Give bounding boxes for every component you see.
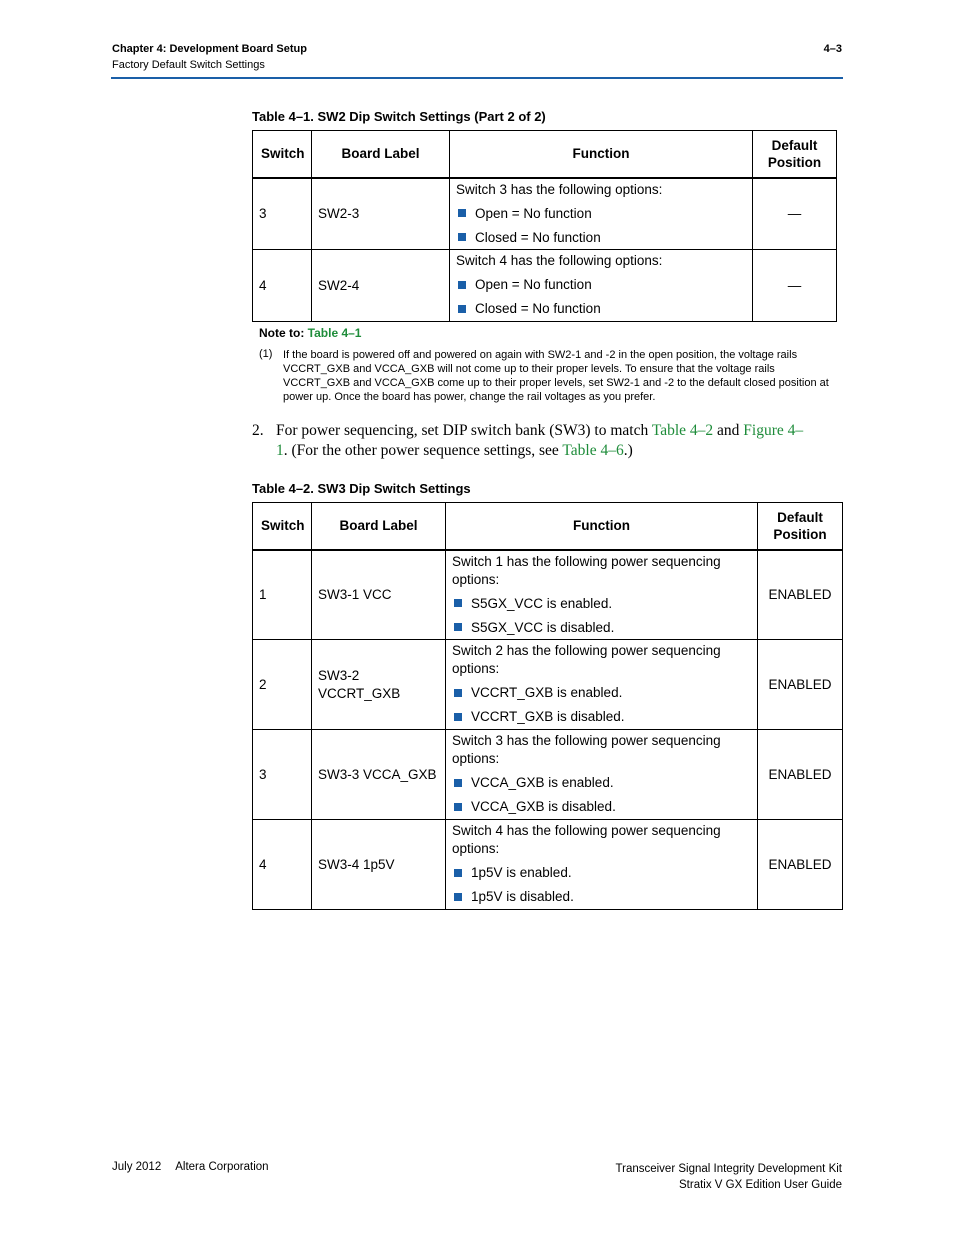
- board-label-cell: SW3-3 VCCA_GXB: [312, 730, 446, 820]
- footer-date: July 2012: [112, 1161, 162, 1173]
- footer-doc-title: Transceiver Signal Integrity Development Kit: [615, 1163, 842, 1175]
- function-cell: [450, 250, 753, 322]
- chapter-title: Chapter 4: Development Board Setup: [112, 43, 307, 55]
- table-header-row: [253, 131, 837, 178]
- list-item: [456, 300, 746, 318]
- table-header-row: [253, 503, 843, 550]
- table-row: [253, 730, 843, 820]
- option-list: [452, 864, 751, 906]
- section-title: Factory Default Switch Settings: [112, 59, 265, 71]
- footer-left: [112, 1161, 283, 1173]
- function-cell: [446, 640, 758, 730]
- square-bullet-icon: [454, 689, 462, 697]
- option-text: 1p5V is disabled.: [471, 889, 574, 904]
- switch-cell: 2: [253, 640, 312, 730]
- table2-sw3-settings: [252, 502, 843, 910]
- square-bullet-icon: [458, 209, 466, 217]
- default-position-cell: ENABLED: [758, 820, 843, 910]
- option-text: S5GX_VCC is enabled.: [471, 595, 613, 611]
- board-label-cell: SW3-2 VCCRT_GXB: [312, 640, 446, 730]
- table-row: [253, 640, 843, 730]
- square-bullet-icon: [454, 869, 462, 877]
- page-number: 4–3: [823, 43, 842, 55]
- function-intro: Switch 1 has the following power sequencing options:: [452, 553, 721, 587]
- function-cell: [446, 820, 758, 910]
- function-cell: [446, 550, 758, 640]
- switch-cell: 4: [253, 820, 312, 910]
- option-text: VCCA_GXB is enabled.: [471, 775, 614, 790]
- switch-cell: 3: [253, 178, 312, 250]
- table1-sw2-settings: [252, 130, 837, 322]
- function-intro: Switch 3 has the following power sequencing options:: [452, 733, 721, 766]
- list-item: [452, 774, 751, 792]
- step-text: and: [713, 422, 744, 439]
- default-position-cell: —: [753, 178, 837, 250]
- function-intro: Switch 3 has the following options:: [456, 181, 663, 197]
- footer-guide-title: Stratix V GX Edition User Guide: [679, 1179, 842, 1191]
- column-header-function: Function: [450, 131, 753, 178]
- square-bullet-icon: [454, 803, 462, 811]
- switch-cell: 4: [253, 250, 312, 322]
- list-item: [452, 595, 751, 613]
- default-position-cell: ENABLED: [758, 640, 843, 730]
- list-item: [452, 798, 751, 816]
- table-note-title: [259, 326, 361, 340]
- square-bullet-icon: [454, 713, 462, 721]
- board-label-cell: SW3-1 VCC: [312, 550, 446, 640]
- square-bullet-icon: [454, 623, 462, 631]
- option-list: [456, 205, 746, 247]
- table-row: [253, 250, 837, 322]
- option-list: [452, 595, 751, 637]
- note-text: If the board is powered off and powered on again with SW2-1 and -2 in the open position, the voltage rails VCCRT_GXB and VCCA_GXB will not come up to their proper levels. To ensure that the voltage rails VCCRT_GXB and VCCA_GXB come up to their proper levels, set SW2-1 and -2 to the default closed position at power up. Once the board has power, change the rail voltages as you prefer.: [283, 349, 829, 403]
- option-text: Closed = No function: [475, 229, 601, 245]
- square-bullet-icon: [458, 305, 466, 313]
- option-text: VCCRT_GXB is enabled.: [471, 685, 623, 700]
- option-text: VCCRT_GXB is disabled.: [471, 709, 625, 724]
- square-bullet-icon: [458, 281, 466, 289]
- option-text: Open = No function: [475, 277, 592, 292]
- column-header-board-label: Board Label: [312, 503, 446, 550]
- footer-company: Altera Corporation: [175, 1161, 269, 1173]
- option-text: S5GX_VCC is disabled.: [471, 619, 615, 635]
- list-item: [452, 684, 751, 702]
- square-bullet-icon: [454, 893, 462, 901]
- column-header-default-position: Default Position: [753, 131, 837, 178]
- column-header-function: Function: [446, 503, 758, 550]
- step-text: For power sequencing, set DIP switch bank (SW3) to match: [276, 422, 652, 439]
- step-2-paragraph: [252, 421, 812, 461]
- table-row: [253, 178, 837, 250]
- step-body: [276, 421, 812, 461]
- list-item: [452, 619, 751, 637]
- option-list: [456, 276, 746, 318]
- column-header-board-label: Board Label: [312, 131, 450, 178]
- table-4-2-link[interactable]: Table 4–2: [651, 422, 714, 439]
- list-item: [452, 888, 751, 906]
- list-item: [452, 864, 751, 882]
- square-bullet-icon: [454, 599, 462, 607]
- board-label-cell: SW2-3: [312, 178, 450, 250]
- default-position-cell: ENABLED: [758, 730, 843, 820]
- option-text: Closed = No function: [475, 301, 601, 316]
- option-text: VCCA_GXB is disabled.: [471, 799, 616, 814]
- board-label-cell: SW2-4: [312, 250, 450, 322]
- switch-cell: 1: [253, 550, 312, 640]
- option-list: [452, 684, 751, 726]
- step-text: . (For the other power sequence settings, see: [283, 442, 563, 459]
- square-bullet-icon: [458, 233, 466, 241]
- function-intro: Switch 4 has the following options:: [456, 253, 663, 268]
- table-row: [253, 550, 843, 640]
- column-header-default-position: Default Position: [758, 503, 843, 550]
- table-row: [253, 820, 843, 910]
- list-item: [456, 229, 746, 247]
- option-text: Open = No function: [475, 205, 592, 221]
- option-text: 1p5V is enabled.: [471, 865, 572, 880]
- default-position-cell: —: [753, 250, 837, 322]
- function-intro: Switch 4 has the following power sequencing options:: [452, 823, 721, 856]
- note-table-link[interactable]: Table 4–1: [307, 326, 362, 340]
- step-text: .): [623, 442, 633, 459]
- function-intro: Switch 2 has the following power sequencing options:: [452, 643, 721, 676]
- switch-cell: 3: [253, 730, 312, 820]
- column-header-switch: Switch: [253, 131, 312, 178]
- option-list: [452, 774, 751, 816]
- function-cell: [446, 730, 758, 820]
- table1-caption: Table 4–1. SW2 Dip Switch Settings (Part 2 of 2): [252, 109, 546, 124]
- list-item: [456, 205, 746, 223]
- list-item: [456, 276, 746, 294]
- board-label-cell: SW3-4 1p5V: [312, 820, 446, 910]
- step-number: 2.: [252, 422, 264, 439]
- note-number: (1): [259, 348, 273, 360]
- default-position-cell: ENABLED: [758, 550, 843, 640]
- function-cell: [450, 178, 753, 250]
- square-bullet-icon: [454, 779, 462, 787]
- header-rule: [111, 77, 843, 79]
- note-label: Note to:: [259, 326, 305, 340]
- column-header-switch: Switch: [253, 503, 312, 550]
- list-item: [452, 708, 751, 726]
- footer-right: [616, 1161, 842, 1193]
- table2-caption: Table 4–2. SW3 Dip Switch Settings: [252, 481, 471, 496]
- table-4-6-link[interactable]: Table 4–6: [562, 442, 624, 459]
- figure-4-1-link[interactable]: Figure 4–1: [276, 422, 804, 459]
